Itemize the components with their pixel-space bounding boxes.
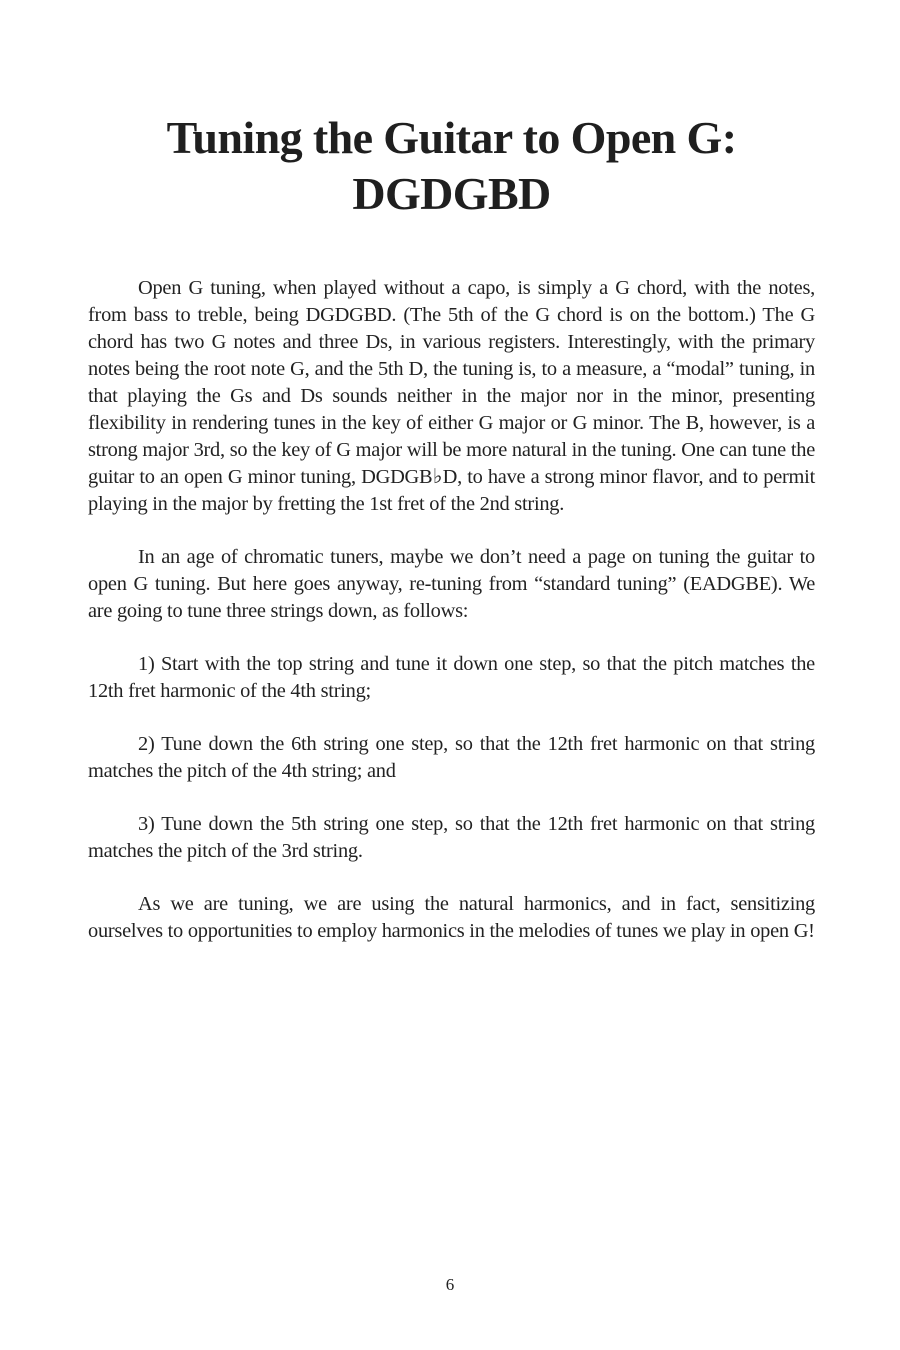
body-text	[88, 275, 815, 971]
step-1: 1) Start with the top string and tune it down one step, so that the pitch matches the 12th fret harmonic of the 4th string;	[88, 653, 815, 702]
page-title-line-2: DGDGBD	[352, 168, 551, 219]
paragraph-chromatic-tuners: In an age of chromatic tuners, maybe we don’t need a page on tuning the guitar to open G tuning. But here goes anyway, re-tuning from “standard tuning” (EADGBE). We are going to tune three strings down, as follows:	[88, 546, 815, 622]
page-title-line-1: Tuning the Guitar to Open G:	[166, 112, 737, 163]
paragraph-harmonics: As we are tuning, we are using the natural harmonics, and in fact, sensitizing ourselves to opportunities to employ harmonics in the melodies of tunes we play in open G!	[88, 893, 815, 942]
page-number: 6	[445, 1275, 455, 1294]
paragraph-intro: Open G tuning, when played without a capo, is simply a G chord, with the notes, from bass to treble, being DGDGBD. (The 5th of the G chord is on the bottom.) The G chord has two G notes and three Ds, in various registers. Interestingly, with the primary notes being the root note G, and the 5th D, the tuning is, to a measure, a “modal” tuning, in that playing the Gs and Ds sounds neither in the major nor in the minor, presenting flexibility in rendering tunes in the key of either G major or G minor. The B, however, is a strong major 3rd, so the key of G major will be more natural in the tuning. One can tune the guitar to an open G minor tuning, DGDGB♭D, to have a strong minor flavor, and to permit playing in the major by fretting the 1st fret of the 2nd string.	[88, 277, 815, 515]
step-2: 2) Tune down the 6th string one step, so that the 12th fret harmonic on that string matches the pitch of the 4th string; and	[88, 733, 815, 782]
page-title	[88, 110, 815, 222]
step-3: 3) Tune down the 5th string one step, so that the 12th fret harmonic on that string matches the pitch of the 3rd string.	[88, 813, 815, 862]
